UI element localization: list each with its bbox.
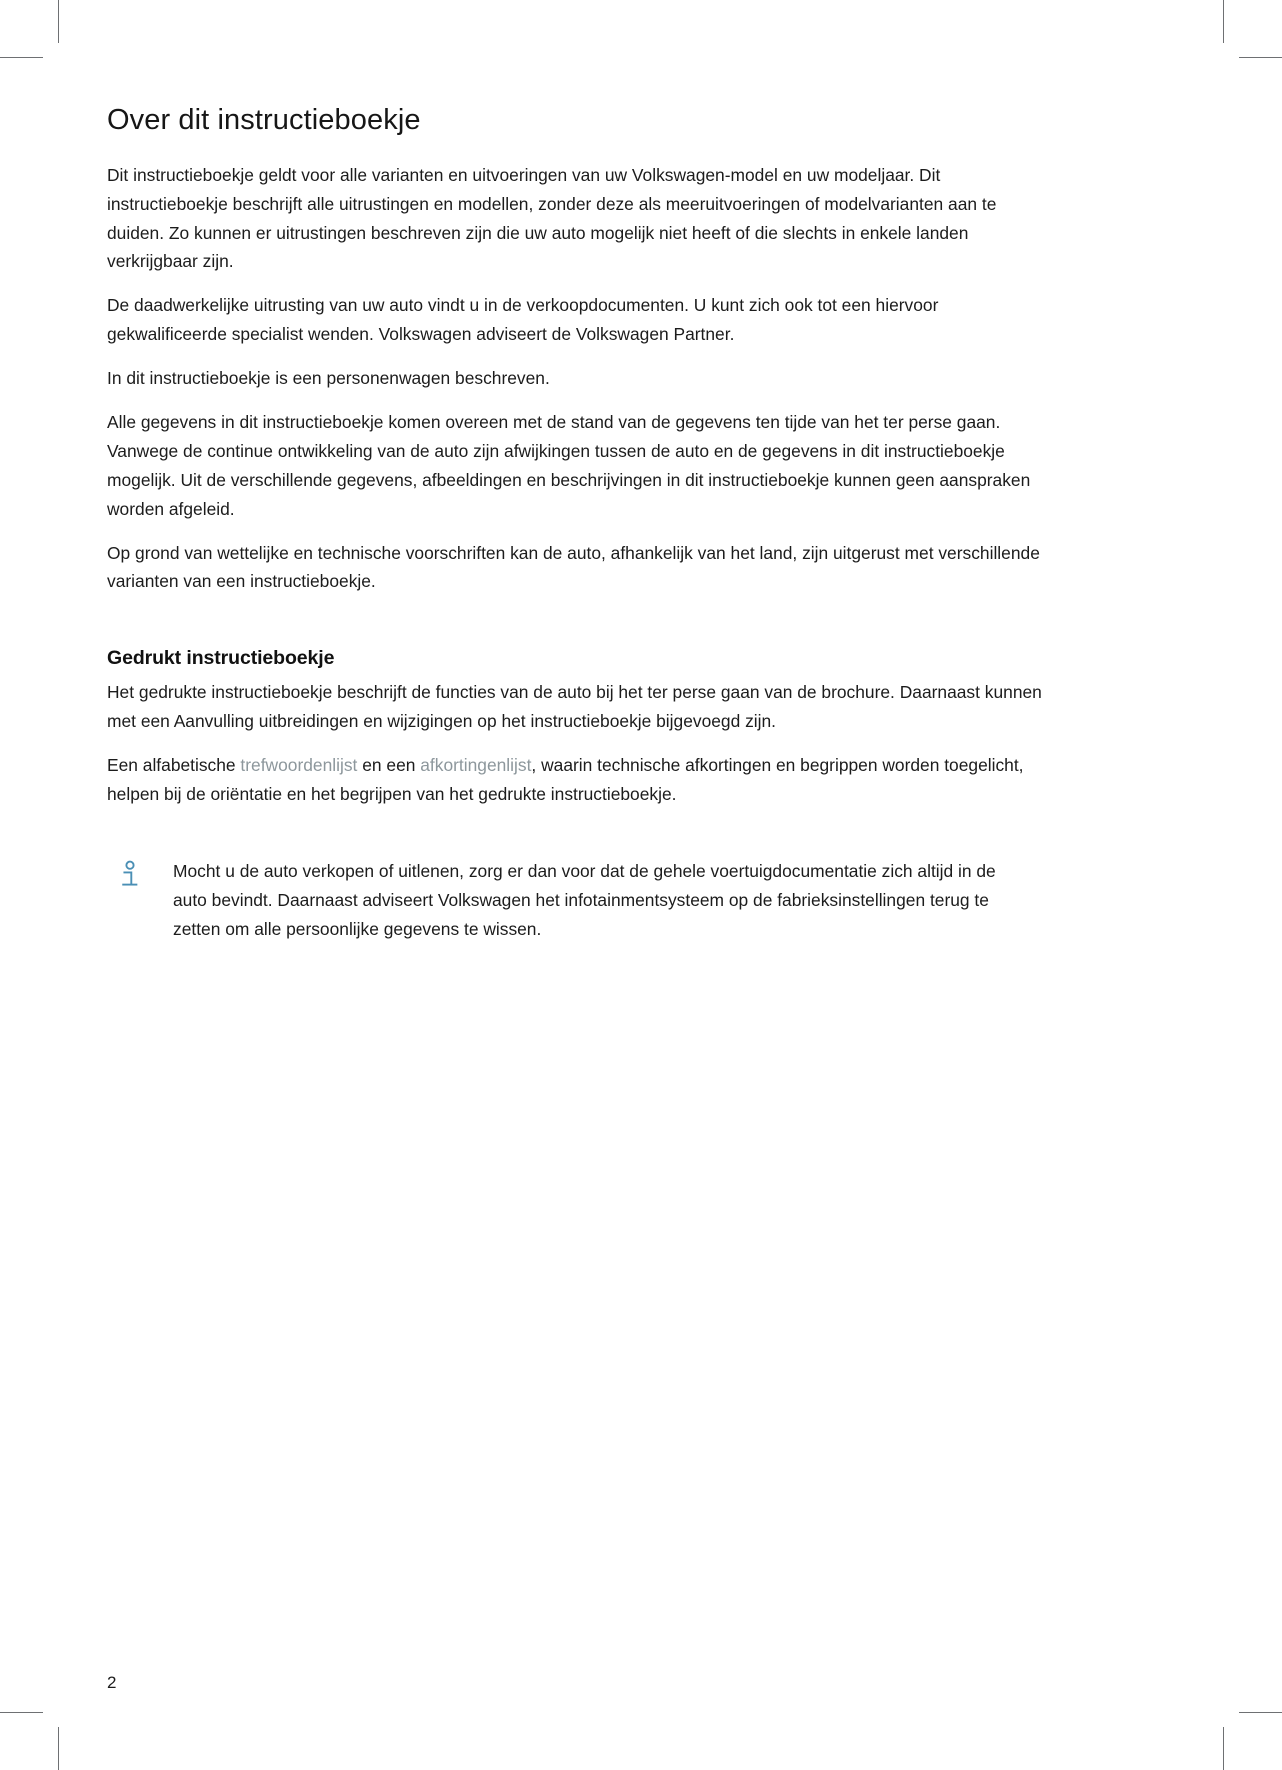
printed-paragraph-2-middle: en een (357, 755, 421, 776)
crop-mark-top-left-horizontal (0, 57, 43, 58)
link-trefwoordenlijst[interactable]: trefwoordenlijst (240, 755, 358, 776)
info-icon (117, 857, 173, 944)
intro-paragraph-1: Dit instructieboekje geldt voor alle varianten en uitvoeringen van uw Volkswagen-model en uw modeljaar. Dit instructieboekje beschrijft alle uitrustingen en modellen, zonder deze als meeruitvoeringen of modelvarianten aan te duiden. Zo kunnen er uitrustingen beschreven zijn die uw auto mogelijk niet heeft of die slechts in enkele landen verkrijgbaar zijn. (107, 164, 997, 272)
crop-mark-bottom-left-vertical (58, 1727, 59, 1770)
crop-mark-top-right-horizontal (1239, 57, 1282, 58)
link-afkortingenlijst[interactable]: afkortingenlijst (420, 755, 532, 776)
intro-paragraph-2: De daadwerkelijke uitrusting van uw auto vindt u in de verkoopdocumenten. U kunt zich ook tot een hiervoor gekwalificeerde specialist wenden. Volkswagen adviseert de Volkswagen Partner. (107, 295, 939, 345)
note-block (107, 857, 1052, 944)
printed-paragraph-1: Het gedrukte instructieboekje beschrijft de functies van de auto bij het ter perse gaan van de brochure. Daarnaast kunnen met een Aanvulling uitbreidingen en wijzigingen op het instructieboekje bijgevoegd zijn. (107, 682, 1042, 732)
printed-paragraph-2 (107, 751, 1052, 809)
section-heading-gedrukt-instructieboekje: Gedrukt instructieboekje (107, 647, 335, 670)
crop-mark-bottom-right-horizontal (1239, 1712, 1282, 1713)
page-content (107, 0, 1052, 1770)
intro-paragraph-3: In dit instructieboekje is een personenwagen beschreven. (107, 368, 550, 389)
crop-mark-bottom-right-vertical (1223, 1727, 1224, 1770)
note-text: Mocht u de auto verkopen of uitlenen, zorg er dan voor dat de gehele voertuigdocumentatie zich altijd in de auto bevindt. Daarnaast adviseert Volkswagen het infotainmentsysteem op de fabrieksinstellingen terug te zetten om alle persoonlijke gegevens te wissen. (173, 860, 996, 939)
page-title: Over dit instructieboekje (107, 104, 421, 136)
intro-paragraph-4: Alle gegevens in dit instructieboekje komen overeen met de stand van de gegevens ten tijde van het ter perse gaan. Vanwege de continue ontwikkeling van de auto zijn afwijkingen tussen de auto en de gegevens in dit instructieboekje mogelijk. Uit de verschillende gegevens, afbeeldingen en beschrijvingen in dit instructieboekje kunnen geen aanspraken worden afgeleid. (107, 412, 1031, 519)
page-number: 2 (107, 1673, 117, 1692)
crop-mark-top-left-vertical (58, 0, 59, 43)
printed-paragraph-2-suffix: , waarin technische afkortingen en begrippen worden toegelicht, helpen bij de oriëntatie en het begrijpen van het gedrukte instructieboekje. (107, 755, 1024, 805)
crop-mark-bottom-left-horizontal (0, 1712, 43, 1713)
printed-paragraph-2-prefix: Een alfabetische (107, 755, 241, 776)
intro-paragraph-5: Op grond van wettelijke en technische voorschriften kan de auto, afhankelijk van het land, zijn uitgerust met verschillende varianten van een instructieboekje. (107, 542, 1040, 592)
crop-mark-top-right-vertical (1223, 0, 1224, 43)
